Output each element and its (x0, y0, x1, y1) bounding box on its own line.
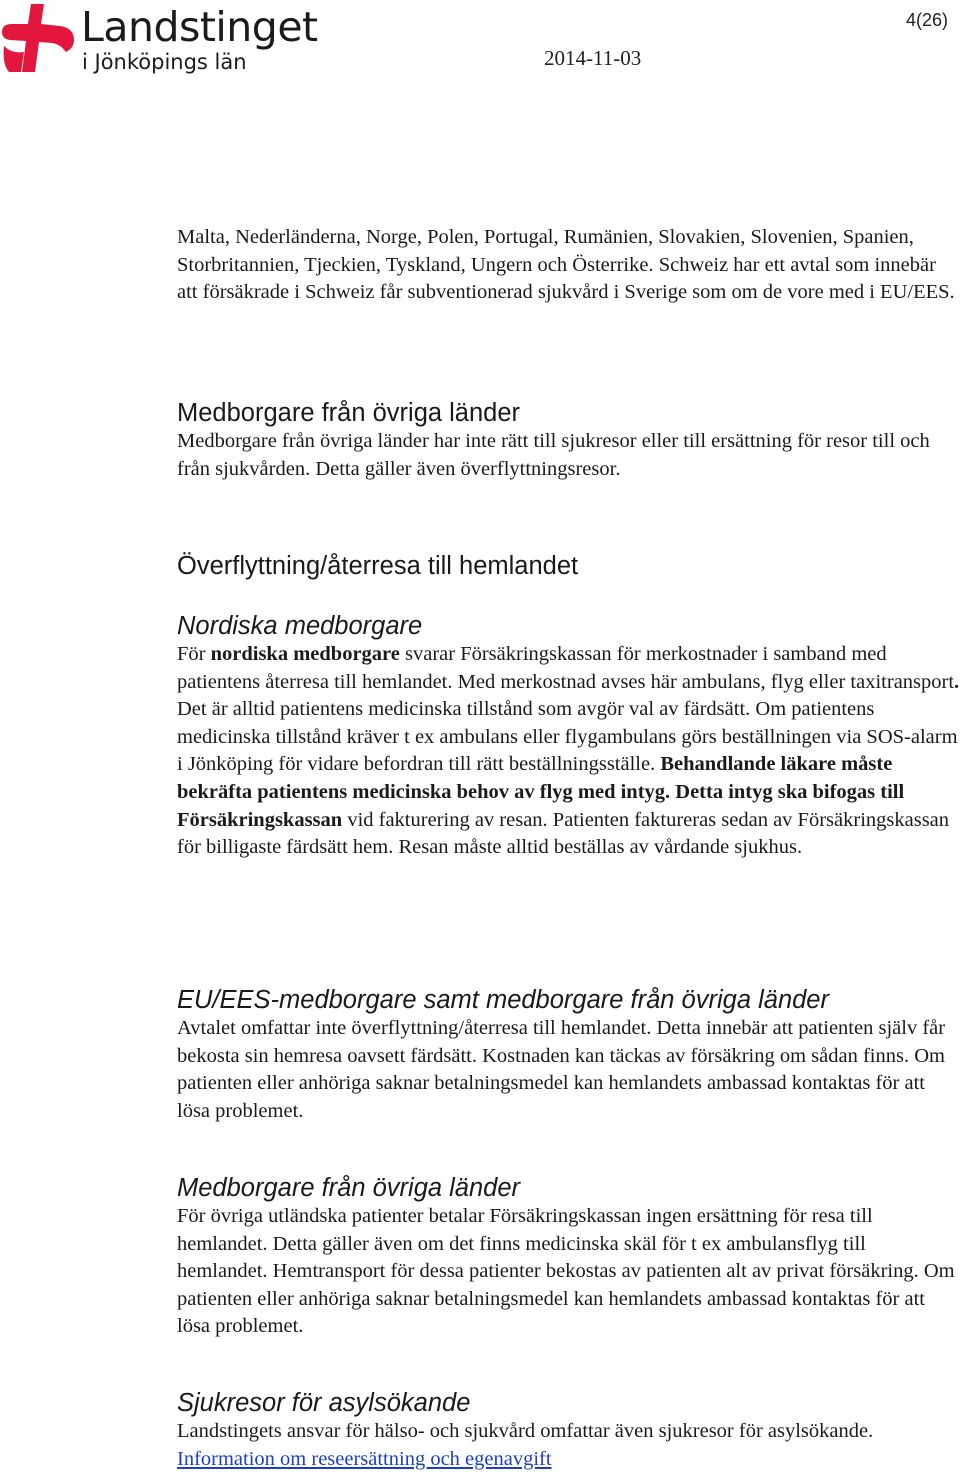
logo-subtitle: i Jönköpings län (82, 50, 247, 74)
intro-paragraph: Malta, Nederländerna, Norge, Polen, Portugal, Rumänien, Slovakien, Slovenien, Spanien, Storbritannien, Tjeckien, Tyskland, Ungern och Österrike. Schweiz har ett avtal som innebär att försäkrade i Schweiz får subventionerad sjukvård i Sverige som om de vore med i EU/EES. (177, 226, 955, 304)
reimbursement-info-link[interactable]: Information om reseersättning och egenavgift (177, 1447, 552, 1470)
subsection-heading: Nordiska medborgare (177, 612, 423, 640)
logo-title: Landstinget (81, 3, 318, 51)
section-paragraph: Avtalet omfattar inte överflyttning/återresa till hemlandet. Detta innebär att patienten själv får bekosta sin hemresa oavsett färdsätt. Kostnaden kan täckas av försäkring om sådan finns. Om patienten eller anhöriga saknar betalningsmedel kan hemlandets ambassad kontaktas för att lösa problemet. (177, 1017, 946, 1122)
landstinget-logo (0, 0, 320, 80)
section-paragraph (177, 1418, 960, 1473)
text-run: vid fakturering av resan. Patienten faktureras sedan av Försäkringskassan för billigaste färdsätt hem. Resan måste alltid beställas av vårdande sjukhus. (177, 808, 950, 859)
subsection-heading: Sjukresor för asylsökande (177, 1389, 471, 1417)
section-paragraph: Medborgare från övriga länder har inte rätt till sjukresor eller till ersättning för resor till och från sjukvården. Detta gäller även överflyttningsresor. (177, 430, 930, 480)
section-other-countries (177, 398, 960, 483)
section-other-countries-2 (177, 1173, 960, 1341)
section-heading: Medborgare från övriga länder (177, 399, 521, 427)
page-number: 4(26) (905, 10, 948, 30)
section-transfer (177, 551, 960, 581)
bold-text-run: nordiska medborgare (210, 643, 400, 665)
text-run: För (177, 643, 211, 665)
bold-text-run: Behandlande läkare måste bekräfta patientens medicinska behov av flyg med intyg. Detta intyg ska bifogas till Försäkringskassan (177, 753, 905, 831)
subsection-heading: EU/EES-medborgare samt medborgare från övriga länder (177, 986, 829, 1014)
section-heading: Överflyttning/återresa till hemlandet (177, 552, 579, 580)
text-run: Landstingets ansvar för hälso- och sjukvård omfattar även sjukresor för asylsökande. (177, 1420, 874, 1442)
intro-block (177, 224, 960, 307)
text-run: Det är alltid patientens medicinska tillstånd som avgör val av färdsätt. Om patientens medicinska tillstånd kräver t ex ambulans eller flygambulans görs beställningen via SOS-alarm i Jönköping för vidare befordran till rätt beställningsställe. (177, 698, 958, 776)
section-paragraph (177, 641, 960, 862)
section-nordic (177, 611, 960, 862)
landstinget-cross-icon (0, 2, 76, 74)
document-date: 2014-11-03 (544, 46, 642, 70)
bold-text-run: . (954, 670, 960, 693)
section-eu (177, 985, 960, 1125)
section-paragraph: För övriga utländska patienter betalar Försäkringskassan ingen ersättning för resa till hemlandet. Detta gäller även om det finns medicinska skäl för t ex ambulansflyg till hemlandet. Hemtransport för dessa patienter bekostas av patienten alt av privat försäkring. Om patienten eller anhöriga saknar betalningsmedel kan hemlandets ambassad kontaktas för att lösa problemet. (177, 1205, 955, 1338)
subsection-heading: Medborgare från övriga länder (177, 1174, 521, 1202)
text-run: svarar Försäkringskassan för merkostnader i samband med patientens återresa till hemlandet. Med merkostnad avses här ambulans, flyg eller taxitransport (177, 643, 955, 693)
section-asylum (177, 1388, 960, 1473)
